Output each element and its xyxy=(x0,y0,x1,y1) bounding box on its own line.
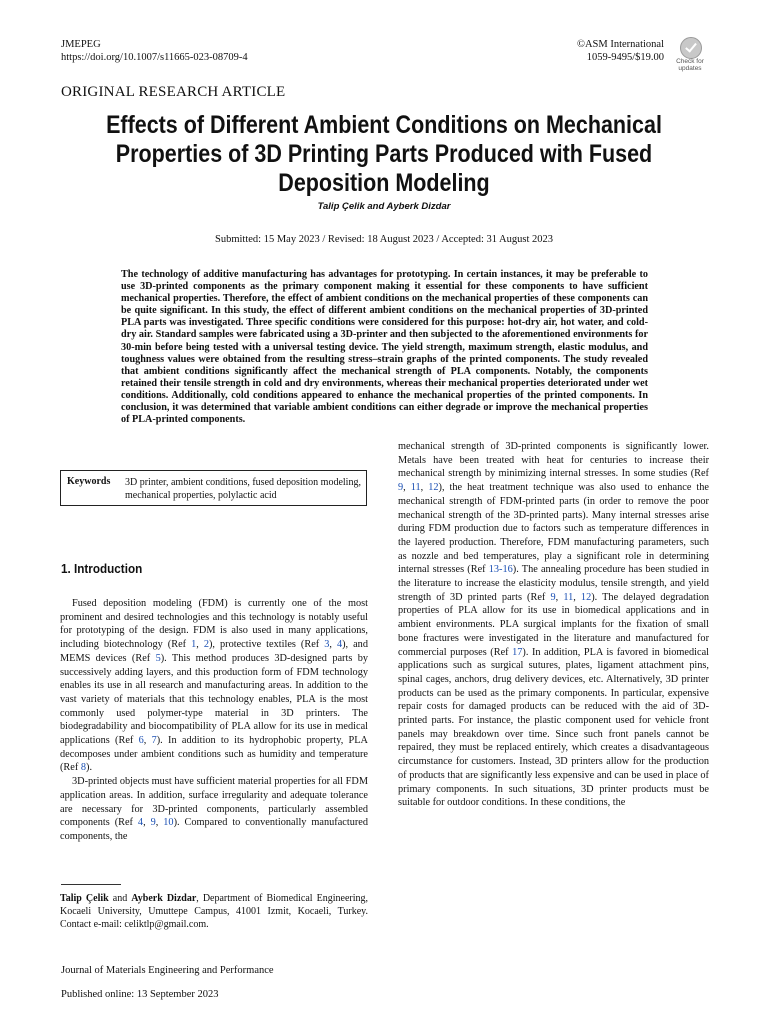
reference-link[interactable]: 2 xyxy=(203,639,209,651)
reference-link[interactable]: 1 xyxy=(191,639,197,651)
body-text: , xyxy=(403,482,411,494)
footnote-divider xyxy=(61,884,121,885)
body-text: ). Compared to conventionally manufactured components, the xyxy=(60,817,368,842)
affiliation-text: , Department of Biomedical Engineering, Kocaeli University, Umuttepe Campus, 41001 Izmit, Kocaeli, Turkey. Contact e-mail: celiktlp@gmail.com. xyxy=(60,893,368,930)
section-heading-introduction: 1. Introduction xyxy=(61,561,143,576)
body-text: 3D-printed objects must have sufficient material properties for all FDM application areas. In addition, surface irregularity and adequate tolerance are necessary for 3D-printed components, particularly assembled components (Ref xyxy=(60,776,368,829)
publication-date: Published online: 13 September 2023 xyxy=(61,989,219,1000)
paragraph xyxy=(60,597,368,775)
check-for-updates-badge[interactable] xyxy=(672,37,708,75)
keywords-text: 3D printer, ambient conditions, fused deposition modeling, mechanical properties, polylactic acid xyxy=(125,477,361,501)
paragraph xyxy=(60,775,368,844)
body-text: ). The delayed degradation properties of PLA allow for its use in biomedical applications and in ambient environments. PLA surgical implants for the fixation of small bone fractures were investigated in the literature and manufactured for commercial purposes (Ref xyxy=(398,591,709,658)
reference-link[interactable]: 12 xyxy=(580,591,592,603)
reference-link[interactable]: 7 xyxy=(151,735,157,747)
badge-label: Check for updates xyxy=(676,58,704,72)
submission-dates: Submitted: 15 May 2023 / Revised: 18 August 2023 / Accepted: 31 August 2023 xyxy=(214,234,554,245)
body-text: Fused deposition modeling (FDM) is currently one of the most prominent and desired technologies and this technology is notably useful for prototyping of the design. FDM is also used in many applications, including biotechnology (Ref xyxy=(60,598,368,651)
reference-link[interactable]: 17 xyxy=(512,646,523,658)
body-text: ). xyxy=(86,762,93,774)
body-text: ). The annealing procedure has been studied in the literature to increase the elasticity modulus, tensile strength, and yield strength of 3D printed parts (Ref xyxy=(398,564,709,603)
keywords-box xyxy=(60,470,367,506)
reference-link[interactable]: 4 xyxy=(137,817,144,829)
issn-price: 1059-9495/$19.00 xyxy=(586,52,664,63)
reference-link[interactable]: 5 xyxy=(155,652,161,664)
reference-link[interactable]: 9 xyxy=(150,817,156,829)
article-title: Effects of Different Ambient Conditions on Mechanical Properties of 3D Printing Parts Produced with Fused Deposition Modeling xyxy=(106,111,662,197)
body-text: ). In addition, PLA is favored in biomedical applications such as surgical sutures, plates, ligament attachment pins, spinal cages, anchors, drug delivery devices, etc. Alternatively, 3D printer products can be used as the primary components. In particular, expensive repair costs for damaged products can be reduced with the aid of 3D-printed parts. For instance, the plastic component used for vehicle front panels may breakdown over time. Since such front panels cannot be repaired, they must be replaced entirely, which creates a disadvantageous circumstance for customers. Instead, 3D printers allow for the production of products that are significantly less expensive and can be used in place of primary components. In such situations, 3D printer products must be suitable for outdoor conditions. In these conditions, the xyxy=(398,646,709,809)
journal-abbreviation: JMEPEG xyxy=(61,39,101,50)
keywords-label: Keywords xyxy=(67,476,111,487)
reference-link[interactable]: 8 xyxy=(80,762,87,774)
reference-link[interactable]: 11 xyxy=(410,482,421,494)
left-column xyxy=(60,597,368,844)
body-text: mechanical strength of 3D-printed components is significantly lower. Metals have been treated with heat for centuries to increase their mechanical strength by minimizing internal stresses. In some studies (Ref xyxy=(398,441,709,480)
doi-link[interactable]: https://doi.org/10.1007/s11665-023-08709-4 xyxy=(61,52,248,63)
body-text: ). This method produces 3D-designed parts by successively adding layers, and this production form of FDM technology enables its use in all research and manufacturing areas. In addition to the vast variety of materials that this technology enables, PLA is the most commonly used polymer-type material in 3D printers. The biodegradability and biocompatibility of PLA allow for its use in medical applications (Ref xyxy=(60,652,368,747)
affiliation-author-2: Ayberk Dizdar xyxy=(131,893,197,904)
checkmark-icon xyxy=(680,37,702,59)
body-text: , xyxy=(329,639,337,651)
body-text: , xyxy=(143,735,152,747)
reference-link[interactable]: 12 xyxy=(428,482,439,494)
reference-link[interactable]: 6 xyxy=(138,735,144,747)
journal-name: Journal of Materials Engineering and Performance xyxy=(61,965,274,976)
reference-link[interactable]: 4 xyxy=(336,639,343,651)
body-text: ). In addition to its hydrophobic property, PLA decomposes under ambient conditions such as humidity and temperature (Ref xyxy=(60,735,368,774)
body-text: ), the heat treatment technique was also used to enhance the mechanical strength of FDM-printed parts (in order to remove the poor mechanical strength of the 3D-printed parts). Many internal stresses arise during FDM production due to factors such as temperature differences in the layered production. Therefore, FDM manufacturing parameters, such as nozzle and bed temperatures, play a significant role in determining internal stresses (Ref xyxy=(398,482,709,576)
reference-link[interactable]: 9 xyxy=(398,482,404,494)
body-text: ), protective textiles (Ref xyxy=(209,639,325,651)
reference-link[interactable]: 9 xyxy=(550,591,556,603)
affiliation-and: and xyxy=(108,893,132,904)
copyright-notice: ©ASM International xyxy=(576,39,664,50)
body-text: , xyxy=(143,817,151,829)
reference-link[interactable]: 13-16 xyxy=(488,564,513,576)
body-text: , xyxy=(573,591,581,603)
abstract: The technology of additive manufacturing has advantages for prototyping. In certain instances, it may be preferable to use 3D-printed components as the primary component making it essential for these components to have sufficient mechanical properties. Therefore, the effect of ambient conditions on the mechanical properties of these components can be quite significant. In this study, the effect of different ambient conditions on the mechanical properties of 3D-printed PLA parts was investigated. Three specific conditions were considered for this purpose: hot-dry air, hot water, and cold-dry air. Standard samples were fabricated using a 3D-printer and then subjected to the aforementioned environments for 30-min before being tested with a universal testing device. The yield strength, maximum strength, elastic modulus, and toughness values were obtained from the resulting stress–strain graphs of the printed components. The study revealed that ambient conditions significantly affect the mechanical strength of PLA components. Notably, the components retained their tensile strength in cold and dry environments, whereas their mechanical properties deteriorated under wet conditions. Additionally, cold conditions appeared to enhance the mechanical properties of the printed components. In conclusion, it was determined that variable ambient conditions can either degrade or improve the mechanical properties of PLA-printed components. xyxy=(121,269,648,426)
body-text: ), and MEMS devices (Ref xyxy=(60,639,368,664)
author-list: Talip Çelik and Ayberk Dizdar xyxy=(317,201,451,212)
body-text: , xyxy=(555,591,564,603)
reference-link[interactable]: 3 xyxy=(324,639,330,651)
body-text: , xyxy=(196,639,204,651)
paragraph xyxy=(398,440,709,810)
right-column xyxy=(398,440,709,810)
article-type: ORIGINAL RESEARCH ARTICLE xyxy=(61,84,286,100)
affiliation-author-1: Talip Çelik xyxy=(60,893,109,904)
reference-link[interactable]: 11 xyxy=(563,591,574,603)
body-text: , xyxy=(155,817,164,829)
author-affiliation xyxy=(60,892,368,931)
reference-link[interactable]: 10 xyxy=(163,817,174,829)
body-text: , xyxy=(420,482,429,494)
